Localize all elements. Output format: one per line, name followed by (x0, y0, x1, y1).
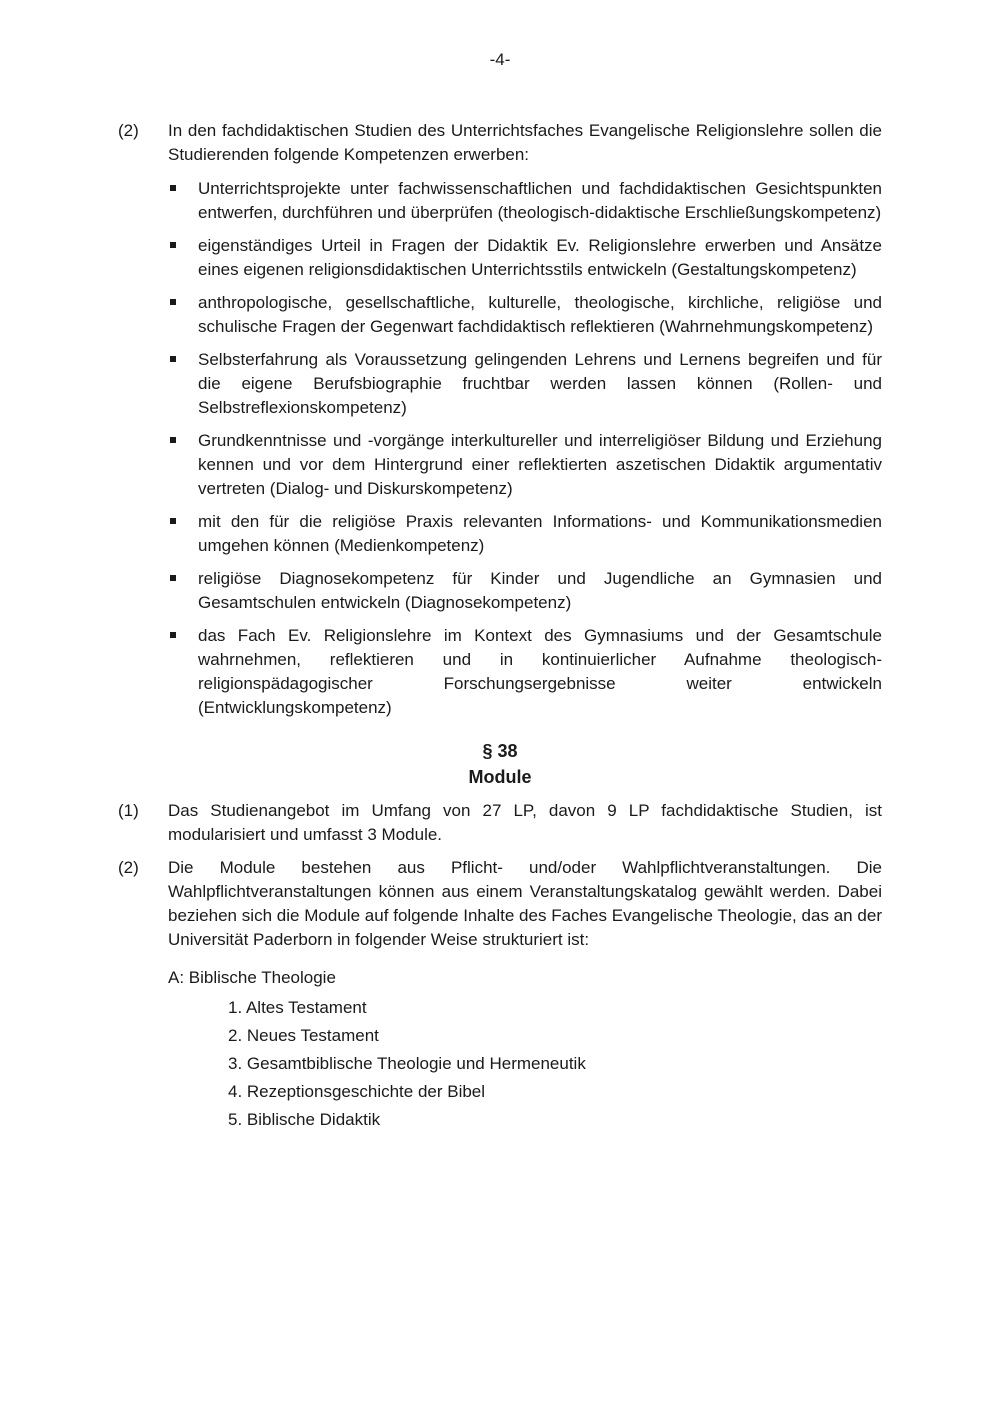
list-item: 3. Gesamtbiblische Theologie und Hermeneutik (228, 1054, 586, 1073)
paragraph-text: Die Module bestehen aus Pflicht- und/oder Wahlpflichtveranstaltungen. Die Wahlpflichtveranstaltungen können aus einem Veranstaltungskatalog gewählt werden. Dabei beziehen sich die Module auf folgende Inhalte des Faches Evangelische Theologie, das an der Universität Paderborn in folgender Weise strukturiert ist: (168, 858, 882, 949)
list-item (198, 567, 882, 615)
paragraph-2-competences (118, 119, 882, 720)
list-item: 5. Biblische Didaktik (228, 1110, 381, 1129)
page-number: -4- (489, 50, 511, 69)
paragraph-text: Das Studienangebot im Umfang von 27 LP, davon 9 LP fachdidaktische Studien, ist modularisiert und umfasst 3 Module. (168, 801, 882, 844)
paragraph-number: (2) (118, 858, 139, 877)
list-item (198, 348, 882, 420)
list-item (198, 510, 882, 558)
list-item (198, 291, 882, 339)
list-item (198, 429, 882, 501)
square-bullet-icon (170, 437, 176, 443)
paragraph-1-modules (118, 799, 882, 847)
section-title: Module (468, 767, 532, 787)
paragraph-number: (2) (118, 121, 139, 140)
group-a-list (118, 994, 882, 1134)
document-body (118, 119, 882, 1134)
paragraph-2-modules (118, 856, 882, 952)
paragraph-number: (1) (118, 801, 139, 820)
square-bullet-icon (170, 518, 176, 524)
list-item-text: Grundkenntnisse und -vorgänge interkultureller und interreligiöser Bildung und Erziehung kennen und vor dem Hintergrund einer reflektierten aszetischen Didaktik argumentativ vertreten (Dialog- und Diskurskompetenz) (198, 431, 882, 498)
list-item-text: eigenständiges Urteil in Fragen der Didaktik Ev. Religionslehre erwerben und Ansätze eines eigenen religionsdidaktischen Unterrichtsstils entwickeln (Gestaltungskompetenz) (198, 236, 882, 279)
list-item: 4. Rezeptionsgeschichte der Bibel (228, 1082, 486, 1101)
square-bullet-icon (170, 185, 176, 191)
square-bullet-icon (170, 632, 176, 638)
list-item-text: religiöse Diagnosekompetenz für Kinder und Jugendliche an Gymnasien und Gesamtschulen entwickeln (Diagnosekompetenz) (198, 569, 882, 612)
list-item-text: Selbsterfahrung als Voraussetzung gelingenden Lehrens und Lernens begreifen und für die eigene Berufsbiographie fruchtbar werden lassen können (Rollen- und Selbstreflexionskompetenz) (198, 350, 882, 417)
square-bullet-icon (170, 356, 176, 362)
list-item (198, 234, 882, 282)
list-item-text: das Fach Ev. Religionslehre im Kontext des Gymnasiums und der Gesamtschule wahrnehmen, reflektieren und in kontinuierlicher Aufnahme theologisch-religionspädagogischer Forschungsergebnisse weiter entwickeln (Entwicklungskompetenz) (198, 626, 882, 717)
section-heading (118, 738, 882, 790)
square-bullet-icon (170, 299, 176, 305)
list-item (198, 624, 882, 720)
square-bullet-icon (170, 242, 176, 248)
section-number: § 38 (482, 741, 518, 761)
list-item: 1. Altes Testament (228, 998, 367, 1017)
list-item-text: Unterrichtsprojekte unter fachwissenschaftlichen und fachdidaktischen Gesichtspunkten entwerfen, durchführen und überprüfen (theologisch-didaktische Erschließungskompetenz) (198, 179, 882, 222)
list-item-text: mit den für die religiöse Praxis relevanten Informations- und Kommunikationsmedien umgehen können (Medienkompetenz) (198, 512, 882, 555)
competence-list (168, 177, 882, 720)
list-item: 2. Neues Testament (228, 1026, 379, 1045)
list-item-text: anthropologische, gesellschaftliche, kulturelle, theologische, kirchliche, religiöse und schulische Fragen der Gegenwart fachdidaktisch reflektieren (Wahrnehmungskompetenz) (198, 293, 882, 336)
group-a-label: A: Biblische Theologie (168, 968, 336, 987)
paragraph-intro: In den fachdidaktischen Studien des Unterrichtsfaches Evangelische Religionslehre sollen die Studierenden folgende Kompetenzen erwerben: (168, 121, 882, 164)
list-item (198, 177, 882, 225)
square-bullet-icon (170, 575, 176, 581)
